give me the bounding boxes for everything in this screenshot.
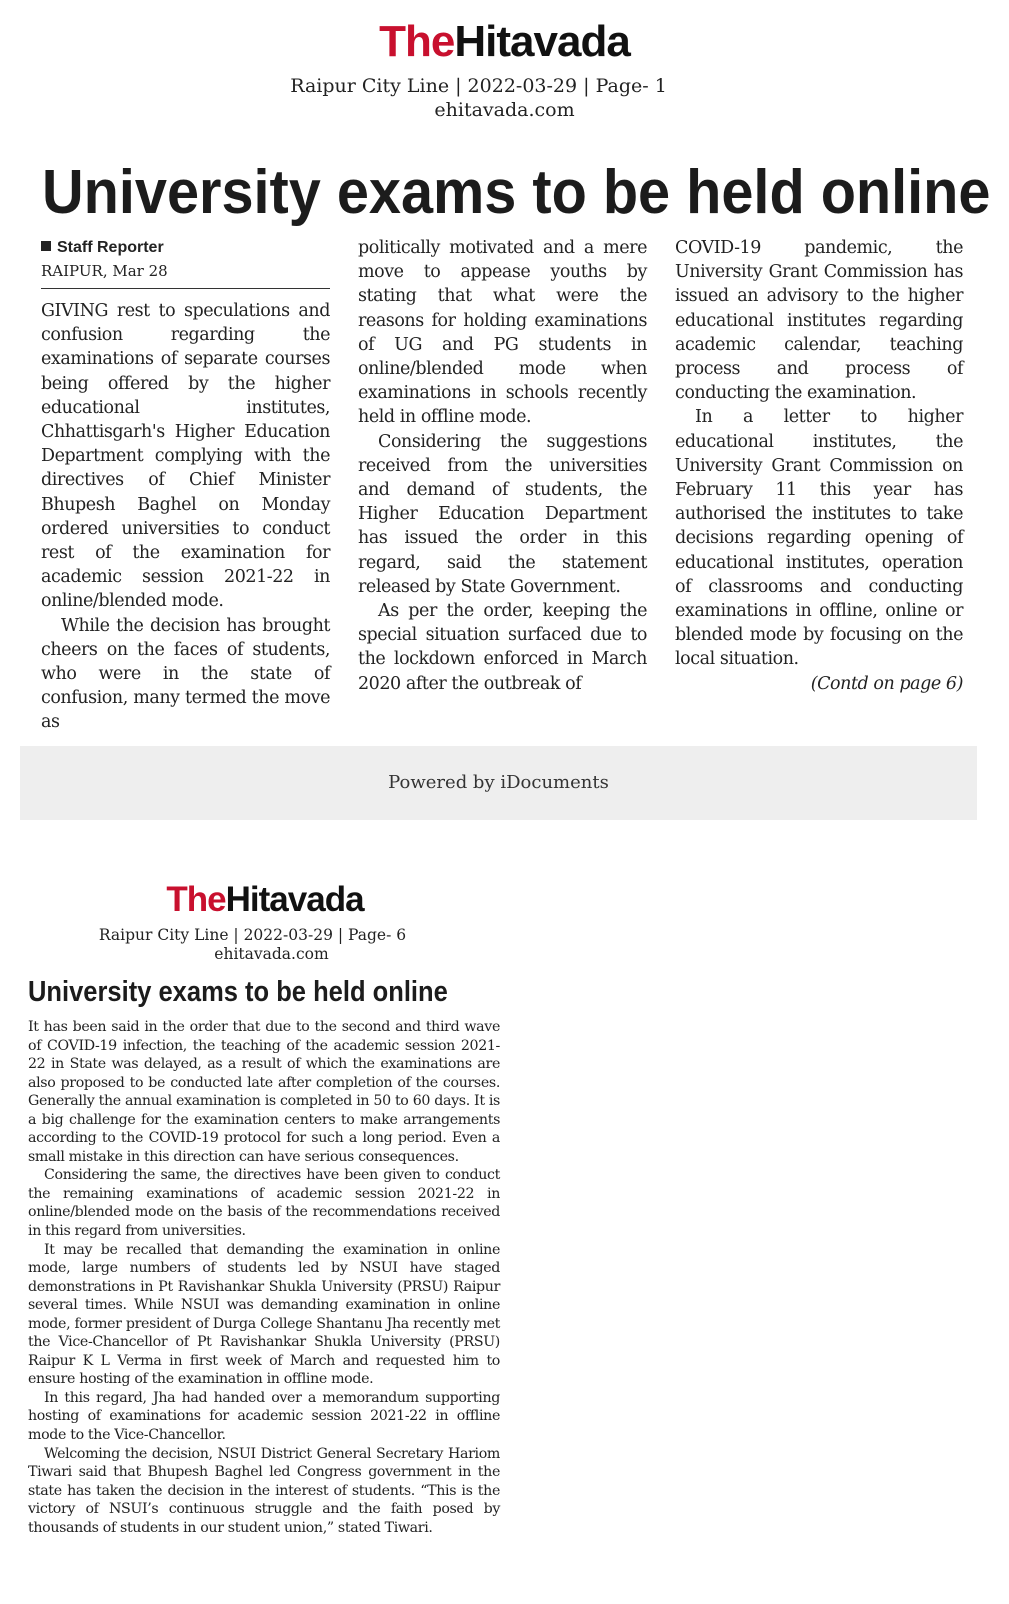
article-column-3: [675, 236, 963, 696]
continued-note: (Contd on page 6): [810, 673, 963, 694]
byline-square-icon: [41, 241, 51, 251]
paragraph: While the decision has brought cheers on the faces of students, who were in the state of confusion, many termed the move as: [41, 615, 330, 733]
paragraph: Welcoming the decision, NSUI District General Secretary Hariom Tiwari said that Bhupesh Baghel led Congress government in the state has taken the decision in the interest of students. “This is the victory of NSUI’s continuous struggle and the faith posed by thousands of students in our student union,” stated Tiwari.: [28, 1445, 500, 1536]
paragraph: Considering the suggestions received from the universities and demand of students, the Higher Education Department has issued the order in this regard, said the statement released by State Government.: [358, 431, 647, 597]
byline-text: Staff Reporter: [57, 239, 164, 256]
article-headline: University exams to be held online: [42, 158, 991, 227]
paragraph: Considering the same, the directives have been given to conduct the remaining examinations of academic session 2021-22 in online/blended mode on the basis of the recommendations received in this regard from universities.: [28, 1167, 500, 1240]
masthead-logo: [0, 17, 1009, 66]
paragraph: COVID-19 pandemic, the University Grant Commission has issued an advisory to the higher educational institutes regarding academic calendar, teaching process and process of conducting the examination.: [675, 238, 963, 404]
article-headline-page6: University exams to be held online: [28, 976, 448, 1008]
site-url: ehitavada.com: [434, 99, 575, 121]
article-column-1: [41, 236, 330, 735]
paragraph: In a letter to higher educational institutes, the University Grant Commission on February 11 this year has authorised the institutes to take decisions regarding opening of educational institutes, operation of classrooms and conducting examinations in offline, online or blended mode by focusing on the local situation.: [675, 407, 963, 670]
paragraph: It may be recalled that demanding the examination in online mode, large numbers of students led by NSUI have staged demonstrations in Pt Ravishankar Shukla University (PRSU) Raipur several times. While NSUI was demanding examination in online mode, former president of Durga College Shantanu Jha recently met the Vice-Chancellor of Pt Ravishankar Shukla University (PRSU) Raipur K L Verma in first week of March and requested him to ensure hosting of the examination in offline mode.: [28, 1241, 500, 1388]
paragraph: politically motivated and a mere move to appease youths by stating that what were the reasons for holding examinations of UG and PG students in online/blended mode when examinations in schools recently held in offline mode.: [358, 238, 647, 428]
masthead-name: Hitavada: [225, 880, 364, 919]
article-continuation: [28, 1018, 500, 1537]
masthead-name: Hitavada: [454, 17, 630, 66]
edition-line-page6: Raipur City Line | 2022-03-29 | Page- 6: [98, 926, 407, 944]
byline: [41, 236, 330, 260]
powered-by-banner: Powered by iDocuments: [20, 746, 977, 820]
byline-divider: [41, 288, 330, 289]
dateline: RAIPUR, Mar 28: [41, 262, 168, 280]
paragraph: In this regard, Jha had handed over a memorandum supporting hosting of examinations for academic session 2021-22 in offline mode to the Vice-Chancellor.: [28, 1389, 500, 1444]
masthead-the: The: [166, 880, 226, 919]
edition-line: Raipur City Line | 2022-03-29 | Page- 1: [290, 75, 667, 97]
paragraph: GIVING rest to speculations and confusion regarding the examinations of separate courses being offered by the higher educational institutes, Chhattisgarh's Higher Education Department complying with the directives of Chief Minister Bhupesh Baghel on Monday ordered universities to conduct rest of the examination for academic session 2021-22 in online/blended mode.: [41, 301, 330, 612]
site-url-page6: ehitavada.com: [214, 945, 329, 963]
paragraph: It has been said in the order that due to the second and third wave of COVID-19 infection, the teaching of the academic session 2021-22 in State was delayed, as a result of which the examinations are also proposed to be conducted late after completion of the courses. Generally the annual examination is completed in 50 to 60 days. It is a big challenge for the examination centers to make arrangements according to the COVID-19 protocol for such a long period. Even a small mistake in this direction can have serious consequences.: [28, 1019, 500, 1165]
masthead-the: The: [379, 17, 455, 66]
masthead-logo-page6: [0, 882, 530, 917]
article-column-2: [358, 236, 647, 696]
paragraph: As per the order, keeping the special situation surfaced due to the lockdown enforced in March 2020 after the outbreak of: [358, 601, 647, 694]
